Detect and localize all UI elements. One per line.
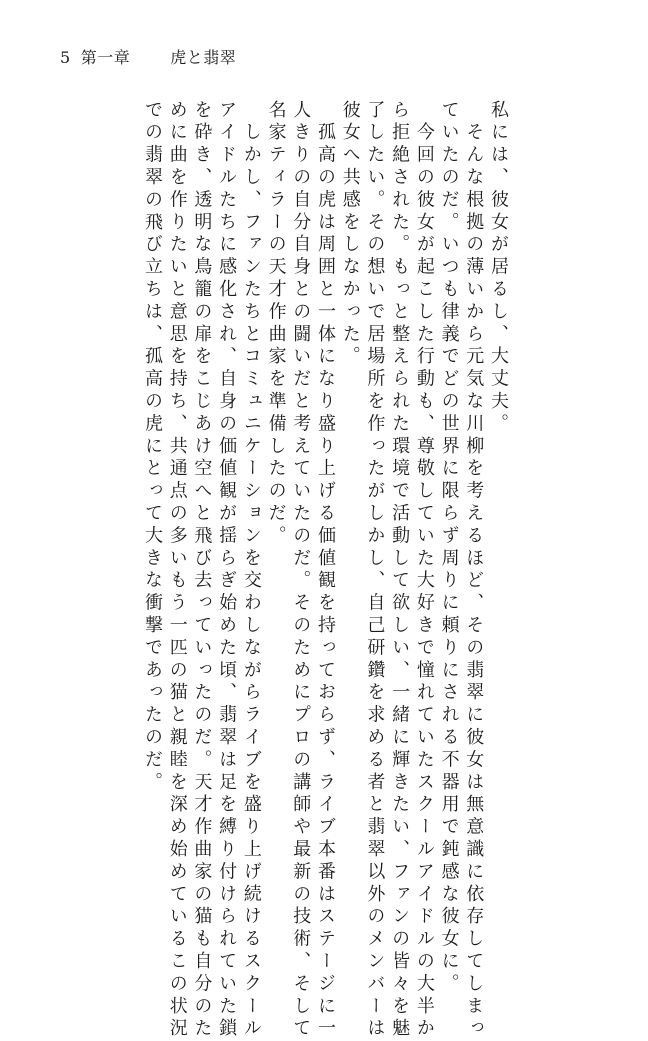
text-line: しかし、ファンたちとコミュニケーションを交わしながらライブを盛り上げ続けるスクール	[240, 100, 262, 1041]
text-line: ら拒絶された。もっと整えられた環境で活動して欲しい、一緒に輝きたい、ファンの皆々を魅	[389, 100, 411, 1041]
body-text	[140, 100, 510, 1041]
text-line: アイドルたちに感化され、自身の価値観が揺らぎ始めた頃、翡翠は足を縛り付けられていた鎖	[216, 100, 238, 1041]
text-line: 孤高の虎は周囲と一体になり盛り上げる価値観を持っておらず、ライブ本番はステージに一	[315, 100, 336, 1041]
page-number: 5	[60, 48, 71, 67]
text-line: 人きりの自分自身との闘いだと考えていたのだ。そのためにプロの講師や最新の技術、そして	[290, 100, 312, 1041]
section-title: 虎と翡翠	[170, 48, 237, 67]
text-line: ていたのだ。いつも律義でどの世界に限らず周りに頼りにされる不器用で鈍感な彼女に。	[438, 100, 460, 996]
text-line: 名家ティラーの天才作曲家を準備したのだ。	[265, 100, 287, 548]
running-head	[60, 48, 236, 68]
text-line: 今回の彼女が起こした行動も、尊敬していた大好きで憧れていたスクールアイドルの大半か	[413, 100, 435, 1041]
chapter-label: 第一章	[80, 48, 131, 67]
text-line: 彼女へ共感をしなかった。	[339, 100, 361, 369]
text-line: めに曲を作りたいと意思を持ち、共通点の多いもう一匹の猫と親睦を深め始めているこの状況	[166, 100, 188, 1041]
text-line: 私には、彼女が居るし、大丈夫。	[488, 100, 509, 436]
text-line: での翡翠の飛び立ちは、孤高の虎にとって大きな衝撃であったのだ。	[142, 100, 163, 795]
text-line: 了したい。その想いで居場所を作ったがしかし、自己研鑽を求める者と翡翠以外のメンバーは	[364, 100, 386, 1041]
text-line: を砕き、透明な鳥籠の扉をこじあけ空へと飛び去っていったのだ。天才作曲家の猫も自分のた	[191, 100, 213, 1041]
text-line: そんな根拠の薄いから元気な川柳を考えるほど、その翡翠に彼女は無意識に依存してしまっ	[463, 100, 485, 1041]
